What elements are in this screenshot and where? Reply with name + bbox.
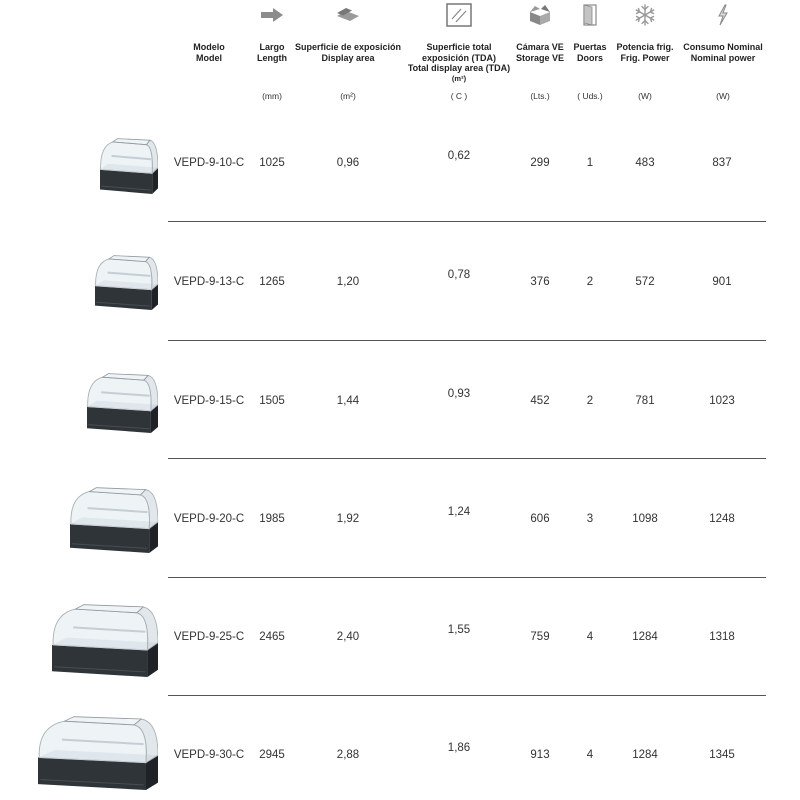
doors-cell: 2 <box>586 395 594 407</box>
doors-cell: 3 <box>586 513 594 525</box>
header-line: Cámara VE <box>516 42 564 52</box>
length-cell: 1505 <box>259 395 285 407</box>
length-cell: 1265 <box>259 276 285 288</box>
display-case-image <box>70 487 158 553</box>
header-line: Puertas <box>573 42 607 52</box>
tda-cell: 0,62 <box>447 150 471 162</box>
display-area-cell: 1,20 <box>336 276 360 288</box>
lightning-icon <box>658 3 788 27</box>
storage-cell: 452 <box>530 395 550 407</box>
header-line: Superficie total <box>426 42 492 52</box>
header-unit: (mm) <box>262 91 282 101</box>
header-unit: ( Uds.) <box>577 91 603 101</box>
model-cell: VEPD-9-20-C <box>173 513 245 525</box>
frig-power-cell: 781 <box>635 395 655 407</box>
length-cell: 1025 <box>259 157 285 169</box>
header-label <box>658 42 788 63</box>
display-case-image <box>87 373 158 433</box>
tda-cell: 0,93 <box>447 388 471 400</box>
display-case-image <box>95 255 158 310</box>
display-case-image <box>52 604 158 677</box>
frig-power-cell: 483 <box>635 157 655 169</box>
model-cell: VEPD-9-13-C <box>173 276 245 288</box>
nominal-power-cell: 1318 <box>709 631 735 643</box>
header-line: Doors <box>576 52 603 63</box>
display-area-cell: 1,92 <box>336 513 360 525</box>
nominal-power-cell: 1248 <box>709 513 735 525</box>
header-line: Largo <box>259 42 285 52</box>
header-line: (m²) <box>451 74 467 84</box>
header-line: Frig. Power <box>620 52 670 63</box>
tda-cell: 0,78 <box>447 269 471 281</box>
display-area-cell: 1,44 <box>336 395 360 407</box>
frig-power-cell: 1284 <box>632 631 658 643</box>
header-line: Total display area (TDA) <box>407 63 511 74</box>
header-line: Superficie de exposición <box>294 42 402 52</box>
row-divider <box>168 695 766 696</box>
row-divider <box>168 221 766 222</box>
frig-power-cell: 1098 <box>632 513 658 525</box>
header-line: Nominal power <box>690 52 756 63</box>
length-cell: 1985 <box>259 513 285 525</box>
header-line: Length <box>257 52 287 63</box>
nominal-power-cell: 1345 <box>709 749 735 761</box>
model-cell: VEPD-9-30-C <box>173 749 245 761</box>
header-unit: (W) <box>716 91 730 101</box>
header-line: Consumo Nominal <box>683 42 763 52</box>
length-cell: 2465 <box>259 631 285 643</box>
row-divider <box>168 577 766 578</box>
storage-cell: 759 <box>530 631 550 643</box>
header-unit: (m²) <box>340 91 356 101</box>
header-unit: (Lts.) <box>530 91 550 101</box>
frig-power-cell: 572 <box>635 276 655 288</box>
header-line: Storage VE <box>515 52 564 63</box>
model-cell: VEPD-9-15-C <box>173 395 245 407</box>
display-area-cell: 2,40 <box>336 631 360 643</box>
model-cell: VEPD-9-10-C <box>173 157 245 169</box>
display-area-cell: 0,96 <box>336 157 360 169</box>
header-unit: ( C ) <box>450 91 468 101</box>
display-area-cell: 2,88 <box>336 749 360 761</box>
frig-power-cell: 1284 <box>632 749 658 761</box>
header-line: Display area <box>321 52 375 63</box>
header-unit: (W) <box>638 91 652 101</box>
nominal-power-cell: 1023 <box>709 395 735 407</box>
storage-cell: 913 <box>530 749 550 761</box>
doors-cell: 4 <box>586 631 594 643</box>
header-line: Potencia frig. <box>616 42 674 52</box>
length-cell: 2945 <box>259 749 285 761</box>
display-case-image <box>100 138 158 194</box>
doors-cell: 4 <box>586 749 594 761</box>
model-cell: VEPD-9-25-C <box>173 631 245 643</box>
doors-cell: 2 <box>586 276 594 288</box>
storage-cell: 376 <box>530 276 550 288</box>
header-line: Modelo <box>193 42 225 52</box>
tda-cell: 1,24 <box>447 506 471 518</box>
doors-cell: 1 <box>586 157 594 169</box>
tda-cell: 1,55 <box>447 624 471 636</box>
row-divider <box>168 458 766 459</box>
display-case-image <box>38 716 158 790</box>
tda-cell: 1,86 <box>447 742 471 754</box>
header-line: Model <box>196 52 222 63</box>
row-divider <box>168 340 766 341</box>
nominal-power-cell: 901 <box>712 276 732 288</box>
column-header-nominal-power <box>658 0 788 110</box>
storage-cell: 299 <box>530 157 550 169</box>
storage-cell: 606 <box>530 513 550 525</box>
header-line: exposición (TDA) <box>421 52 496 63</box>
nominal-power-cell: 837 <box>712 157 732 169</box>
